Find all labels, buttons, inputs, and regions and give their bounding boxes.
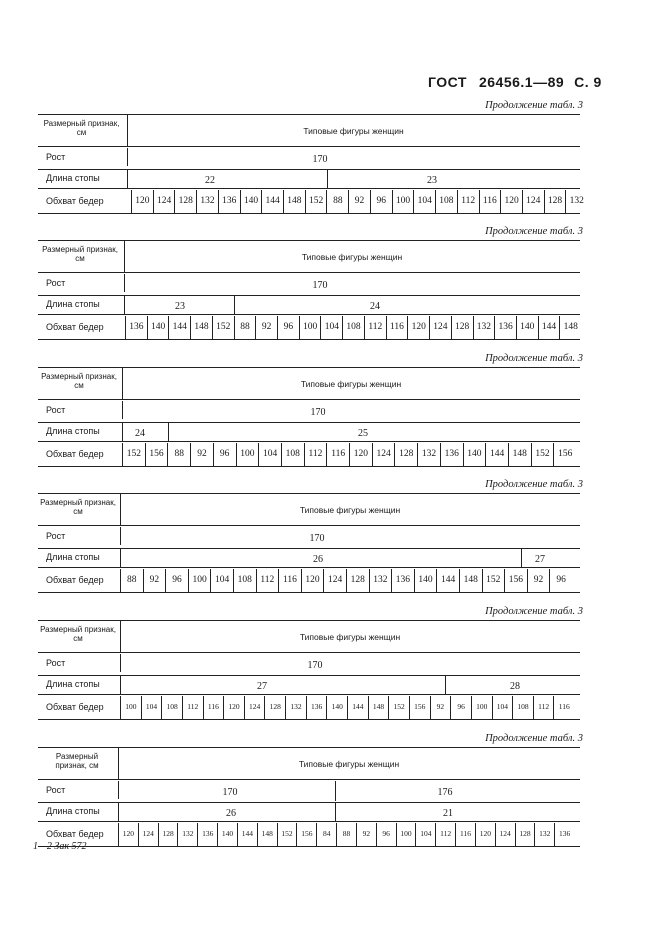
hip-cell: 112 <box>182 696 203 720</box>
hip-cell: 100 <box>392 190 414 214</box>
hip-values-row <box>122 443 576 467</box>
hip-cell: 116 <box>278 569 301 593</box>
table-rule <box>38 314 580 315</box>
hip-cell: 124 <box>372 443 395 467</box>
hip-cell: 124 <box>138 823 158 847</box>
hip-cell: 156 <box>553 443 576 467</box>
hip-cell: 152 <box>388 696 409 720</box>
row-label-foot: Длина стопы <box>46 679 100 689</box>
column-header-typical: Типовые фигуры женщин <box>298 759 400 769</box>
height-value: 170 <box>312 154 328 165</box>
hip-cell: 128 <box>174 190 196 214</box>
hip-cell: 128 <box>394 443 417 467</box>
column-header-size-attr: Размерный признак, см <box>40 498 116 516</box>
foot-split <box>168 423 169 441</box>
hip-cell: 140 <box>414 569 437 593</box>
table-rule <box>38 652 580 653</box>
hip-cell: 144 <box>347 696 368 720</box>
hip-cell: 108 <box>342 316 364 340</box>
table-rule <box>38 422 580 423</box>
row-divider <box>122 423 123 441</box>
hip-cell: 92 <box>430 696 451 720</box>
hip-cell: 156 <box>409 696 430 720</box>
hip-cell: 120 <box>475 823 495 847</box>
hip-cell: 148 <box>508 443 531 467</box>
continuation-note: Продолжение табл. 3 <box>485 353 583 364</box>
row-label-hip: Обхват бедер <box>46 449 104 459</box>
column-header-typical: Типовые фигуры женщин <box>300 379 402 389</box>
hip-cell: 108 <box>233 569 256 593</box>
row-divider <box>124 274 125 292</box>
table-rule <box>38 441 580 442</box>
row-label-height: Рост <box>46 531 66 541</box>
hip-cell: 136 <box>494 316 516 340</box>
row-label-height: Рост <box>46 785 66 795</box>
hip-cell: 116 <box>455 823 475 847</box>
hip-cell: 136 <box>440 443 463 467</box>
hip-cell: 128 <box>515 823 535 847</box>
table-rule <box>38 169 580 170</box>
row-divider <box>127 170 128 188</box>
table-rule <box>38 821 580 822</box>
foot-value: 24 <box>370 301 380 312</box>
hip-cell: 140 <box>326 696 347 720</box>
foot-value: 22 <box>205 175 215 186</box>
row-divider <box>122 401 123 419</box>
hip-cell: 148 <box>257 823 277 847</box>
page-header <box>0 74 661 98</box>
height-value: 170 <box>310 407 326 418</box>
hip-cell: 104 <box>413 190 435 214</box>
hip-cell: 140 <box>516 316 538 340</box>
hip-cell: 84 <box>316 823 336 847</box>
hip-cell: 144 <box>436 569 459 593</box>
hip-cell: 112 <box>304 443 327 467</box>
hip-cell: 140 <box>147 316 169 340</box>
hip-cell: 92 <box>190 443 213 467</box>
row-label-foot: Длина стопы <box>46 426 100 436</box>
hip-cell: 120 <box>223 696 244 720</box>
hip-cell: 108 <box>435 190 457 214</box>
hip-cell: 136 <box>391 569 414 593</box>
foot-value: 24 <box>135 428 145 439</box>
hip-cell: 144 <box>237 823 257 847</box>
hip-cell: 104 <box>210 569 233 593</box>
hip-cell: 92 <box>348 190 370 214</box>
row-label-hip: Обхват бедер <box>46 829 104 839</box>
hip-cell: 116 <box>386 316 408 340</box>
row-label-hip: Обхват бедер <box>46 196 104 206</box>
gost-label: ГОСТ <box>428 74 467 90</box>
hip-cell: 128 <box>451 316 473 340</box>
hip-cell: 100 <box>120 696 141 720</box>
hip-cell: 88 <box>167 443 190 467</box>
hip-cell: 132 <box>534 823 554 847</box>
hip-cell: 124 <box>429 316 451 340</box>
table-block <box>0 226 661 350</box>
hip-cell: 156 <box>504 569 527 593</box>
hip-cell: 144 <box>538 316 560 340</box>
table-block <box>0 100 661 224</box>
hip-cell: 140 <box>240 190 262 214</box>
hip-cell: 120 <box>500 190 522 214</box>
hip-cell: 120 <box>131 190 153 214</box>
hip-cell: 148 <box>459 569 482 593</box>
hip-cell: 104 <box>320 316 342 340</box>
hip-cell: 108 <box>512 696 533 720</box>
row-label-height: Рост <box>46 152 66 162</box>
continuation-note: Продолжение табл. 3 <box>485 100 583 111</box>
foot-split <box>327 170 328 188</box>
hip-cell: 120 <box>407 316 429 340</box>
hip-cell: 136 <box>218 190 240 214</box>
column-header-size-attr: Размерный признак, см <box>43 119 120 137</box>
row-divider <box>120 549 121 567</box>
continuation-note: Продолжение табл. 3 <box>485 733 583 744</box>
row-label-height: Рост <box>46 658 66 668</box>
hip-cell: 104 <box>492 696 513 720</box>
gost-heading <box>428 74 602 90</box>
row-label-foot: Длина стопы <box>46 173 100 183</box>
hip-cell: 112 <box>435 823 455 847</box>
row-label-hip: Обхват бедер <box>46 322 104 332</box>
table-rule <box>38 114 580 115</box>
hip-cell: 120 <box>349 443 372 467</box>
hip-cell: 96 <box>450 696 471 720</box>
row-label-foot: Длина стопы <box>46 299 100 309</box>
foot-value: 26 <box>226 808 236 819</box>
hip-cell: 116 <box>553 696 574 720</box>
foot-value: 26 <box>313 554 323 565</box>
hip-cell: 108 <box>281 443 304 467</box>
foot-value: 28 <box>510 681 520 692</box>
hip-cell: 96 <box>213 443 236 467</box>
row-label-hip: Обхват бедер <box>46 575 104 585</box>
hip-cell: 128 <box>346 569 369 593</box>
hip-cell: 136 <box>197 823 217 847</box>
hip-cell: 92 <box>143 569 166 593</box>
hip-cell: 136 <box>125 316 147 340</box>
table-rule <box>38 367 580 368</box>
table-rule <box>38 779 580 780</box>
hip-cell: 112 <box>533 696 554 720</box>
hip-cell: 132 <box>565 190 587 214</box>
row-divider <box>118 781 119 799</box>
table-rule <box>38 295 580 296</box>
hip-values-row <box>120 696 574 720</box>
hip-cell: 148 <box>190 316 212 340</box>
hip-cell: 104 <box>141 696 162 720</box>
hip-cell: 100 <box>188 569 211 593</box>
hip-cell: 96 <box>165 569 188 593</box>
hip-cell: 100 <box>396 823 416 847</box>
hip-cell: 136 <box>306 696 327 720</box>
table-rule <box>38 188 580 189</box>
hip-cell: 124 <box>244 696 265 720</box>
hip-cell: 148 <box>559 316 581 340</box>
hip-cell: 148 <box>283 190 305 214</box>
column-header-typical: Типовые фигуры женщин <box>299 632 401 642</box>
row-label-hip: Обхват бедер <box>46 702 104 712</box>
column-header-typical: Типовые фигуры женщин <box>301 252 403 262</box>
height-value: 170 <box>222 787 238 798</box>
table-rule <box>38 567 580 568</box>
row-divider <box>120 676 121 694</box>
row-label-height: Рост <box>46 405 66 415</box>
table-rule <box>38 399 580 400</box>
column-header-size-attr: Размерный признак, см <box>40 625 116 643</box>
hip-cell: 128 <box>264 696 285 720</box>
foot-value: 21 <box>443 808 453 819</box>
table-rule <box>38 272 580 273</box>
hip-cell: 144 <box>168 316 190 340</box>
hip-cell: 128 <box>158 823 178 847</box>
print-footer: 1—2 Зак 572 <box>33 841 87 852</box>
hip-cell: 88 <box>120 569 143 593</box>
hip-cell: 156 <box>296 823 316 847</box>
hip-cell: 104 <box>415 823 435 847</box>
height-split <box>335 781 336 801</box>
hip-cell: 92 <box>527 569 550 593</box>
hip-cell: 152 <box>482 569 505 593</box>
foot-split <box>445 676 446 694</box>
hip-cell: 132 <box>473 316 495 340</box>
table-rule <box>38 694 580 695</box>
foot-split <box>335 803 336 821</box>
column-header-size-attr: Размерный признак, см <box>42 245 118 263</box>
hip-cell: 136 <box>554 823 574 847</box>
foot-value: 25 <box>358 428 368 439</box>
hip-cell: 88 <box>326 190 348 214</box>
hip-cell: 152 <box>531 443 554 467</box>
table-rule <box>38 802 580 803</box>
height-value: 170 <box>307 660 323 671</box>
hip-cell: 132 <box>417 443 440 467</box>
hip-cell: 88 <box>234 316 256 340</box>
hip-cell: 124 <box>153 190 175 214</box>
hip-cell: 156 <box>145 443 168 467</box>
column-header-typical: Типовые фигуры женщин <box>303 126 404 136</box>
hip-values-row <box>118 823 574 847</box>
table-block <box>0 353 661 477</box>
column-header-size-attr: Размерный признак, см <box>41 372 117 390</box>
hip-cell: 96 <box>549 569 572 593</box>
hip-values-row <box>131 190 587 214</box>
hip-cell: 152 <box>122 443 145 467</box>
row-label-foot: Длина стопы <box>46 806 100 816</box>
table-block <box>0 606 661 730</box>
hip-cell: 152 <box>305 190 327 214</box>
hip-cell: 96 <box>277 316 299 340</box>
hip-cell: 140 <box>463 443 486 467</box>
continuation-note: Продолжение табл. 3 <box>485 226 583 237</box>
hip-cell: 124 <box>495 823 515 847</box>
hip-cell: 112 <box>364 316 386 340</box>
height-value: 170 <box>312 280 328 291</box>
hip-cell: 108 <box>161 696 182 720</box>
row-divider <box>120 654 121 672</box>
hip-values-row <box>120 569 572 593</box>
hip-cell: 92 <box>356 823 376 847</box>
hip-cell: 116 <box>479 190 501 214</box>
column-header-size-attr: Размерный признак, см <box>55 752 99 770</box>
foot-value: 27 <box>257 681 267 692</box>
hip-cell: 100 <box>471 696 492 720</box>
hip-cell: 132 <box>369 569 392 593</box>
hip-cell: 100 <box>236 443 259 467</box>
hip-cell: 132 <box>177 823 197 847</box>
foot-split <box>234 296 235 314</box>
row-divider <box>124 296 125 314</box>
table-rule <box>38 146 580 147</box>
hip-cell: 128 <box>544 190 566 214</box>
hip-cell: 140 <box>217 823 237 847</box>
foot-value: 23 <box>175 301 185 312</box>
hip-cell: 144 <box>261 190 283 214</box>
column-header-typical: Типовые фигуры женщин <box>299 505 401 515</box>
gost-number: 26456.1—89 <box>478 74 565 90</box>
hip-cell: 148 <box>368 696 389 720</box>
hip-cell: 112 <box>256 569 279 593</box>
hip-cell: 124 <box>323 569 346 593</box>
height-value: 170 <box>309 533 325 544</box>
height-value: 176 <box>437 787 453 798</box>
table-rule <box>38 525 580 526</box>
hip-cell: 120 <box>301 569 324 593</box>
hip-cell: 152 <box>277 823 297 847</box>
hip-cell: 100 <box>299 316 321 340</box>
hip-cell: 132 <box>285 696 306 720</box>
table-block <box>0 733 661 857</box>
foot-value: 27 <box>535 554 545 565</box>
row-label-foot: Длина стопы <box>46 552 100 562</box>
hip-cell: 96 <box>376 823 396 847</box>
page-number: С. 9 <box>574 74 602 90</box>
foot-value: 23 <box>427 175 437 186</box>
hip-cell: 92 <box>255 316 277 340</box>
hip-cell: 116 <box>203 696 224 720</box>
hip-cell: 144 <box>485 443 508 467</box>
hip-cell: 96 <box>370 190 392 214</box>
row-divider <box>127 148 128 166</box>
continuation-note: Продолжение табл. 3 <box>485 479 583 490</box>
row-label-height: Рост <box>46 278 66 288</box>
row-divider <box>120 527 121 545</box>
hip-cell: 88 <box>336 823 356 847</box>
table-rule <box>38 240 580 241</box>
hip-cell: 116 <box>326 443 349 467</box>
continuation-note: Продолжение табл. 3 <box>485 606 583 617</box>
table-block <box>0 479 661 603</box>
hip-cell: 120 <box>118 823 138 847</box>
hip-cell: 112 <box>457 190 479 214</box>
hip-values-row <box>125 316 581 340</box>
hip-cell: 132 <box>196 190 218 214</box>
hip-cell: 124 <box>522 190 544 214</box>
table-rule <box>38 747 580 748</box>
hip-cell: 104 <box>258 443 281 467</box>
foot-split <box>521 549 522 567</box>
row-divider <box>118 803 119 821</box>
hip-cell: 152 <box>212 316 234 340</box>
